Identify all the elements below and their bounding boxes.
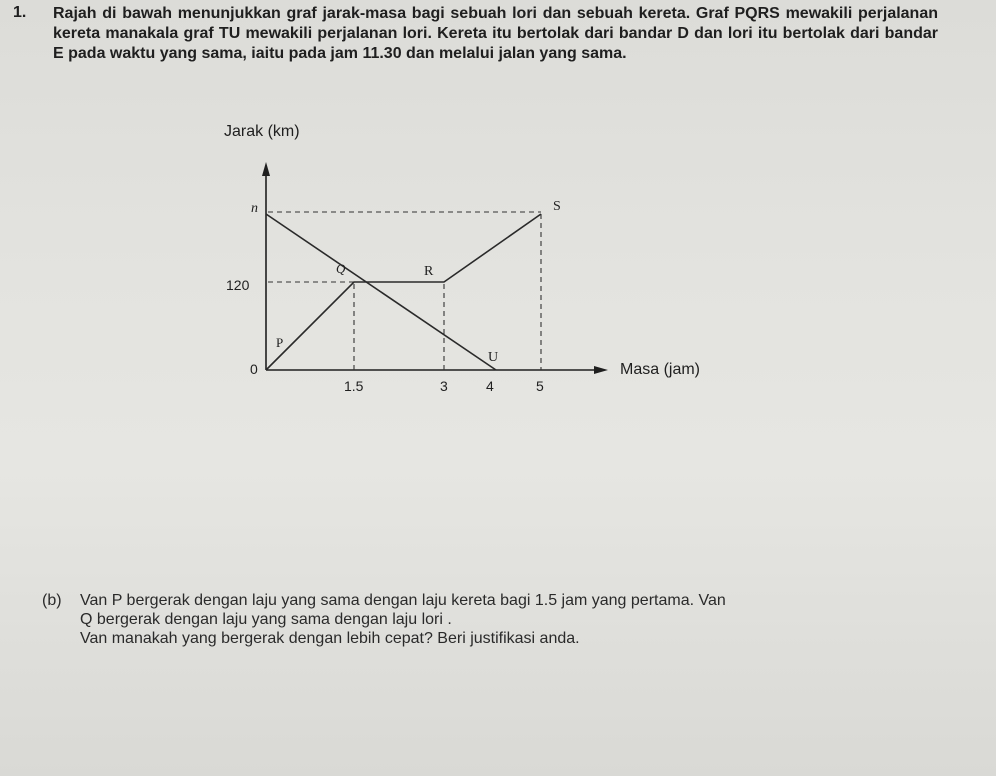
part-b-line-3: Van manakah yang bergerak dengan lebih cepat? Beri justifikasi anda. — [80, 630, 580, 647]
y-tick-label-120: 120 — [226, 277, 250, 293]
point-label-u: U — [488, 350, 499, 365]
y-tick-label-0: 0 — [250, 361, 258, 377]
x-tick-label-3: 3 — [440, 378, 448, 394]
intro-line: melalui jalan yang sama. — [438, 45, 627, 62]
intro-line: Rajah di bawah menunjukkan graf jarak-masa bagi sebuah lori dan sebuah kereta. Graf PQRS — [53, 5, 780, 22]
y-axis-arrow — [262, 162, 270, 176]
x-tick-label-5: 5 — [536, 378, 544, 394]
part-b-text: Van P bergerak dengan laju yang sama dengan laju kereta bagi 1.5 jam yang pertama. Van — [80, 592, 726, 609]
point-label-q: Q — [336, 261, 346, 276]
x-axis-label: Masa (jam) — [620, 361, 701, 378]
x-tick-label-4: 4 — [486, 378, 494, 394]
series-pqrs-line — [266, 214, 541, 370]
y-tick-label-n: n — [251, 201, 258, 216]
point-label-r: R — [424, 264, 434, 279]
series-tu-line — [266, 214, 499, 370]
x-tick-label-1-5: 1.5 — [344, 378, 364, 394]
question-number: 1. — [13, 4, 27, 21]
x-axis-arrow — [594, 366, 608, 374]
question-part-b — [42, 591, 922, 648]
point-label-s: S — [553, 199, 561, 214]
y-axis-label: Jarak (km) — [224, 123, 300, 140]
point-label-p: P — [276, 335, 284, 350]
part-b-line-1 — [42, 591, 922, 610]
intro-line: mewakili perjalanan kereta manakala graf TU mewakili perjalanan lori. Kereta itu bertolak dari — [53, 5, 939, 42]
part-b-label: (b) — [42, 592, 62, 609]
intro-line: bandar D dan lori itu bertolak dari bandar E pada waktu yang sama, iaitu pada jam 11.30 dan — [53, 25, 938, 62]
part-b-line-2: Q bergerak dengan laju yang sama dengan laju lori . — [80, 611, 452, 628]
